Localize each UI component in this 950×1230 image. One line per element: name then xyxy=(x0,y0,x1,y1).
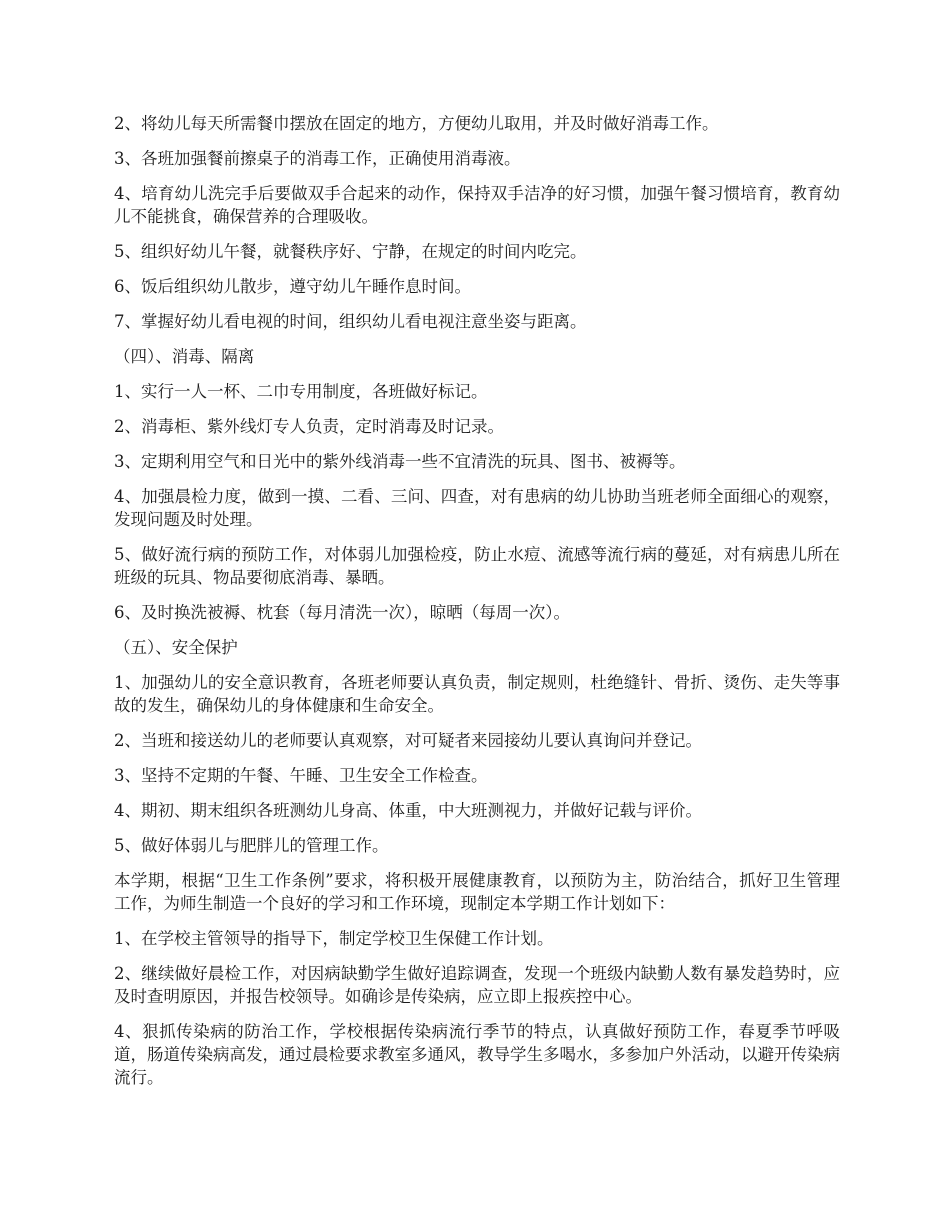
paragraph-morning-check: 4、加强晨检力度，做到一摸、二看、三问、四查，对有患病的幼儿协助当班老师全面细心的观察，发现问题及时处理。 xyxy=(114,487,840,529)
paragraph-handwashing-habits: 4、培育幼儿洗完手后要做双手合起来的动作，保持双手洁净的好习惯，加强午餐习惯培育，教育幼儿不能挑食，确保营养的合理吸收。 xyxy=(114,184,840,226)
paragraph-semester-intro: 本学期，根据“卫生工作条例”要求，将积极开展健康教育，以预防为主，防治结合，抓好卫生管理工作，为师生制造一个良好的学习和工作环境，现制定本学期工作计划如下： xyxy=(114,871,840,913)
paragraph-tv-time: 7、掌握好幼儿看电视的时间，组织幼儿看电视注意坐姿与距离。 xyxy=(114,312,587,331)
paragraph-lunch-organization: 5、组织好幼儿午餐，就餐秩序好、宁静，在规定的时间内吃完。 xyxy=(114,242,587,261)
paragraph-height-weight: 4、期初、期末组织各班测幼儿身高、体重，中大班测视力，并做好记载与评价。 xyxy=(114,801,702,820)
paragraph-meal-napkins: 2、将幼儿每天所需餐巾摆放在固定的地方，方便幼儿取用，并及时做好消毒工作。 xyxy=(114,114,719,133)
paragraph-morning-check-tracking: 2、继续做好晨检工作，对因病缺勤学生做好追踪调查，发现一个班级内缺勤人数有暴发趋势时，应及时查明原因，并报告校领导。如确诊是传染病，应立即上报疾控中心。 xyxy=(114,964,840,1006)
paragraph-epidemic-prevention: 5、做好流行病的预防工作，对体弱儿加强检疫，防止水痘、流感等流行病的蔓延，对有病患儿所在班级的玩具、物品要彻底消毒、暴晒。 xyxy=(114,545,840,587)
paragraph-cup-towel-system: 1、实行一人一杯、二巾专用制度，各班做好标记。 xyxy=(114,382,488,401)
paragraph-safety-education: 1、加强幼儿的安全意识教育，各班老师要认真负责，制定规则，杜绝缝针、骨折、烫伤、走失等事故的发生，确保幼儿的身体健康和生命安全。 xyxy=(114,673,840,715)
paragraph-uv-disinfection: 3、定期利用空气和日光中的紫外线消毒一些不宜清洗的玩具、图书、被褥等。 xyxy=(114,452,686,471)
paragraph-disinfection-cabinet: 2、消毒柜、紫外线灯专人负责，定时消毒及时记录。 xyxy=(114,417,504,436)
paragraph-weak-obese-management: 5、做好体弱儿与肥胖儿的管理工作。 xyxy=(114,836,389,855)
paragraph-after-meal-walk: 6、饭后组织幼儿散步，遵守幼儿午睡作息时间。 xyxy=(114,277,471,296)
paragraph-table-disinfection: 3、各班加强餐前擦桌子的消毒工作，正确使用消毒液。 xyxy=(114,149,521,168)
section-heading-safety: （五）、安全保护 xyxy=(114,638,238,657)
paragraph-pickup-observation: 2、当班和接送幼儿的老师要认真观察，对可疑者来园接幼儿要认真询问并登记。 xyxy=(114,731,702,750)
paragraph-infectious-disease: 4、狠抓传染病的防治工作，学校根据传染病流行季节的特点，认真做好预防工作，春夏季节呼吸道，肠道传染病高发，通过晨检要求教室多通风，教导学生多喝水，多参加户外活动，以避开传染病流行。 xyxy=(114,1022,840,1087)
section-heading-disinfection: （四）、消毒、隔离 xyxy=(114,347,255,366)
paragraph-safety-inspection: 3、坚持不定期的午餐、午睡、卫生安全工作检查。 xyxy=(114,766,488,785)
paragraph-health-plan: 1、在学校主管领导的指导下，制定学校卫生保健工作计划。 xyxy=(114,929,554,948)
document-body xyxy=(114,112,840,1101)
paragraph-bedding-change: 6、及时换洗被褥、枕套（每月清洗一次），晾晒（每周一次）。 xyxy=(114,603,570,622)
